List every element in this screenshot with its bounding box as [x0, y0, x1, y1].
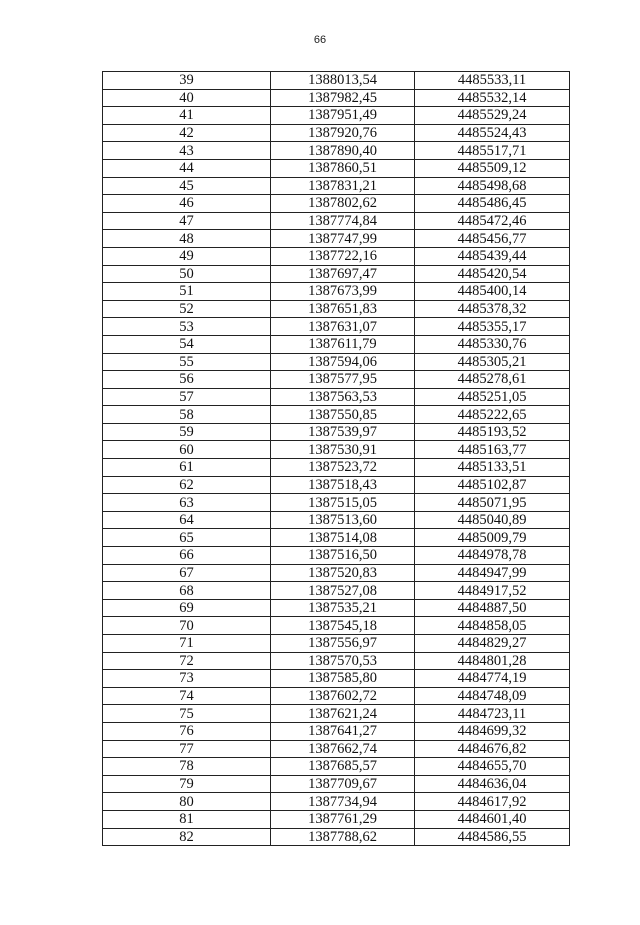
- table-row: [103, 828, 570, 846]
- table-row: [103, 72, 570, 90]
- point-number-cell: 53: [103, 318, 271, 336]
- x-coordinate-cell: 1387594,06: [271, 353, 415, 371]
- table-row: [103, 494, 570, 512]
- point-number-cell: 59: [103, 423, 271, 441]
- y-coordinate-cell: 4485486,45: [415, 195, 570, 213]
- x-coordinate-cell: 1387523,72: [271, 459, 415, 477]
- coordinates-table-body: [103, 72, 570, 846]
- y-coordinate-cell: 4484829,27: [415, 635, 570, 653]
- coordinates-table: [102, 71, 570, 846]
- x-coordinate-cell: 1387920,76: [271, 124, 415, 142]
- point-number-cell: 47: [103, 212, 271, 230]
- table-row: [103, 705, 570, 723]
- y-coordinate-cell: 4484748,09: [415, 687, 570, 705]
- x-coordinate-cell: 1388013,54: [271, 72, 415, 90]
- x-coordinate-cell: 1387641,27: [271, 722, 415, 740]
- x-coordinate-cell: 1387651,83: [271, 300, 415, 318]
- x-coordinate-cell: 1387761,29: [271, 810, 415, 828]
- y-coordinate-cell: 4484774,19: [415, 670, 570, 688]
- point-number-cell: 79: [103, 775, 271, 793]
- x-coordinate-cell: 1387577,95: [271, 371, 415, 389]
- table-row: [103, 582, 570, 600]
- table-row: [103, 564, 570, 582]
- y-coordinate-cell: 4485251,05: [415, 388, 570, 406]
- table-row: [103, 775, 570, 793]
- x-coordinate-cell: 1387890,40: [271, 142, 415, 160]
- table-row: [103, 793, 570, 811]
- point-number-cell: 70: [103, 617, 271, 635]
- y-coordinate-cell: 4484978,78: [415, 547, 570, 565]
- point-number-cell: 50: [103, 265, 271, 283]
- x-coordinate-cell: 1387611,79: [271, 335, 415, 353]
- x-coordinate-cell: 1387515,05: [271, 494, 415, 512]
- point-number-cell: 52: [103, 300, 271, 318]
- y-coordinate-cell: 4485040,89: [415, 511, 570, 529]
- y-coordinate-cell: 4484917,52: [415, 582, 570, 600]
- y-coordinate-cell: 4485278,61: [415, 371, 570, 389]
- y-coordinate-cell: 4485456,77: [415, 230, 570, 248]
- table-row: [103, 371, 570, 389]
- table-row: [103, 441, 570, 459]
- x-coordinate-cell: 1387602,72: [271, 687, 415, 705]
- point-number-cell: 75: [103, 705, 271, 723]
- table-row: [103, 459, 570, 477]
- table-row: [103, 300, 570, 318]
- table-row: [103, 529, 570, 547]
- table-row: [103, 159, 570, 177]
- table-row: [103, 89, 570, 107]
- point-number-cell: 42: [103, 124, 271, 142]
- x-coordinate-cell: 1387685,57: [271, 758, 415, 776]
- table-row: [103, 617, 570, 635]
- x-coordinate-cell: 1387734,94: [271, 793, 415, 811]
- y-coordinate-cell: 4485517,71: [415, 142, 570, 160]
- x-coordinate-cell: 1387539,97: [271, 423, 415, 441]
- y-coordinate-cell: 4485378,32: [415, 300, 570, 318]
- table-row: [103, 142, 570, 160]
- y-coordinate-cell: 4485532,14: [415, 89, 570, 107]
- point-number-cell: 60: [103, 441, 271, 459]
- y-coordinate-cell: 4485102,87: [415, 476, 570, 494]
- x-coordinate-cell: 1387709,67: [271, 775, 415, 793]
- table-row: [103, 547, 570, 565]
- table-row: [103, 652, 570, 670]
- table-row: [103, 124, 570, 142]
- x-coordinate-cell: 1387621,24: [271, 705, 415, 723]
- y-coordinate-cell: 4485420,54: [415, 265, 570, 283]
- x-coordinate-cell: 1387585,80: [271, 670, 415, 688]
- x-coordinate-cell: 1387951,49: [271, 107, 415, 125]
- y-coordinate-cell: 4485009,79: [415, 529, 570, 547]
- point-number-cell: 76: [103, 722, 271, 740]
- x-coordinate-cell: 1387697,47: [271, 265, 415, 283]
- point-number-cell: 82: [103, 828, 271, 846]
- table-row: [103, 635, 570, 653]
- table-row: [103, 511, 570, 529]
- x-coordinate-cell: 1387527,08: [271, 582, 415, 600]
- table-row: [103, 670, 570, 688]
- point-number-cell: 80: [103, 793, 271, 811]
- y-coordinate-cell: 4485509,12: [415, 159, 570, 177]
- y-coordinate-cell: 4484699,32: [415, 722, 570, 740]
- y-coordinate-cell: 4485133,51: [415, 459, 570, 477]
- point-number-cell: 69: [103, 599, 271, 617]
- x-coordinate-cell: 1387722,16: [271, 247, 415, 265]
- point-number-cell: 64: [103, 511, 271, 529]
- table-row: [103, 265, 570, 283]
- point-number-cell: 48: [103, 230, 271, 248]
- y-coordinate-cell: 4484676,82: [415, 740, 570, 758]
- point-number-cell: 71: [103, 635, 271, 653]
- y-coordinate-cell: 4485533,11: [415, 72, 570, 90]
- x-coordinate-cell: 1387982,45: [271, 89, 415, 107]
- page-number: 66: [313, 34, 327, 46]
- table-row: [103, 247, 570, 265]
- y-coordinate-cell: 4484801,28: [415, 652, 570, 670]
- table-row: [103, 406, 570, 424]
- table-row: [103, 758, 570, 776]
- point-number-cell: 43: [103, 142, 271, 160]
- point-number-cell: 41: [103, 107, 271, 125]
- point-number-cell: 81: [103, 810, 271, 828]
- x-coordinate-cell: 1387530,91: [271, 441, 415, 459]
- point-number-cell: 56: [103, 371, 271, 389]
- x-coordinate-cell: 1387673,99: [271, 283, 415, 301]
- point-number-cell: 62: [103, 476, 271, 494]
- y-coordinate-cell: 4485524,43: [415, 124, 570, 142]
- y-coordinate-cell: 4485071,95: [415, 494, 570, 512]
- y-coordinate-cell: 4484887,50: [415, 599, 570, 617]
- table-row: [103, 283, 570, 301]
- point-number-cell: 66: [103, 547, 271, 565]
- table-row: [103, 388, 570, 406]
- y-coordinate-cell: 4485222,65: [415, 406, 570, 424]
- table-row: [103, 476, 570, 494]
- point-number-cell: 39: [103, 72, 271, 90]
- y-coordinate-cell: 4484586,55: [415, 828, 570, 846]
- point-number-cell: 72: [103, 652, 271, 670]
- y-coordinate-cell: 4485472,46: [415, 212, 570, 230]
- point-number-cell: 55: [103, 353, 271, 371]
- y-coordinate-cell: 4485400,14: [415, 283, 570, 301]
- point-number-cell: 49: [103, 247, 271, 265]
- table-row: [103, 423, 570, 441]
- x-coordinate-cell: 1387788,62: [271, 828, 415, 846]
- table-row: [103, 687, 570, 705]
- x-coordinate-cell: 1387513,60: [271, 511, 415, 529]
- x-coordinate-cell: 1387860,51: [271, 159, 415, 177]
- x-coordinate-cell: 1387514,08: [271, 529, 415, 547]
- point-number-cell: 57: [103, 388, 271, 406]
- y-coordinate-cell: 4484947,99: [415, 564, 570, 582]
- x-coordinate-cell: 1387662,74: [271, 740, 415, 758]
- x-coordinate-cell: 1387545,18: [271, 617, 415, 635]
- y-coordinate-cell: 4485355,17: [415, 318, 570, 336]
- x-coordinate-cell: 1387774,84: [271, 212, 415, 230]
- point-number-cell: 74: [103, 687, 271, 705]
- point-number-cell: 73: [103, 670, 271, 688]
- table-row: [103, 810, 570, 828]
- x-coordinate-cell: 1387802,62: [271, 195, 415, 213]
- x-coordinate-cell: 1387535,21: [271, 599, 415, 617]
- point-number-cell: 44: [103, 159, 271, 177]
- point-number-cell: 67: [103, 564, 271, 582]
- point-number-cell: 51: [103, 283, 271, 301]
- point-number-cell: 46: [103, 195, 271, 213]
- x-coordinate-cell: 1387550,85: [271, 406, 415, 424]
- y-coordinate-cell: 4485163,77: [415, 441, 570, 459]
- table-row: [103, 212, 570, 230]
- y-coordinate-cell: 4484723,11: [415, 705, 570, 723]
- table-row: [103, 107, 570, 125]
- point-number-cell: 54: [103, 335, 271, 353]
- point-number-cell: 78: [103, 758, 271, 776]
- table-row: [103, 177, 570, 195]
- point-number-cell: 68: [103, 582, 271, 600]
- y-coordinate-cell: 4484655,70: [415, 758, 570, 776]
- table-row: [103, 335, 570, 353]
- y-coordinate-cell: 4485498,68: [415, 177, 570, 195]
- table-row: [103, 599, 570, 617]
- x-coordinate-cell: 1387556,97: [271, 635, 415, 653]
- x-coordinate-cell: 1387631,07: [271, 318, 415, 336]
- y-coordinate-cell: 4485529,24: [415, 107, 570, 125]
- y-coordinate-cell: 4484636,04: [415, 775, 570, 793]
- point-number-cell: 65: [103, 529, 271, 547]
- y-coordinate-cell: 4485193,52: [415, 423, 570, 441]
- point-number-cell: 63: [103, 494, 271, 512]
- y-coordinate-cell: 4485330,76: [415, 335, 570, 353]
- point-number-cell: 61: [103, 459, 271, 477]
- x-coordinate-cell: 1387516,50: [271, 547, 415, 565]
- table-row: [103, 722, 570, 740]
- point-number-cell: 40: [103, 89, 271, 107]
- point-number-cell: 58: [103, 406, 271, 424]
- y-coordinate-cell: 4485305,21: [415, 353, 570, 371]
- y-coordinate-cell: 4484858,05: [415, 617, 570, 635]
- point-number-cell: 45: [103, 177, 271, 195]
- table-row: [103, 740, 570, 758]
- table-row: [103, 353, 570, 371]
- table-row: [103, 230, 570, 248]
- x-coordinate-cell: 1387520,83: [271, 564, 415, 582]
- x-coordinate-cell: 1387518,43: [271, 476, 415, 494]
- x-coordinate-cell: 1387570,53: [271, 652, 415, 670]
- table-row: [103, 318, 570, 336]
- y-coordinate-cell: 4485439,44: [415, 247, 570, 265]
- x-coordinate-cell: 1387747,99: [271, 230, 415, 248]
- table-row: [103, 195, 570, 213]
- y-coordinate-cell: 4484601,40: [415, 810, 570, 828]
- x-coordinate-cell: 1387563,53: [271, 388, 415, 406]
- x-coordinate-cell: 1387831,21: [271, 177, 415, 195]
- y-coordinate-cell: 4484617,92: [415, 793, 570, 811]
- point-number-cell: 77: [103, 740, 271, 758]
